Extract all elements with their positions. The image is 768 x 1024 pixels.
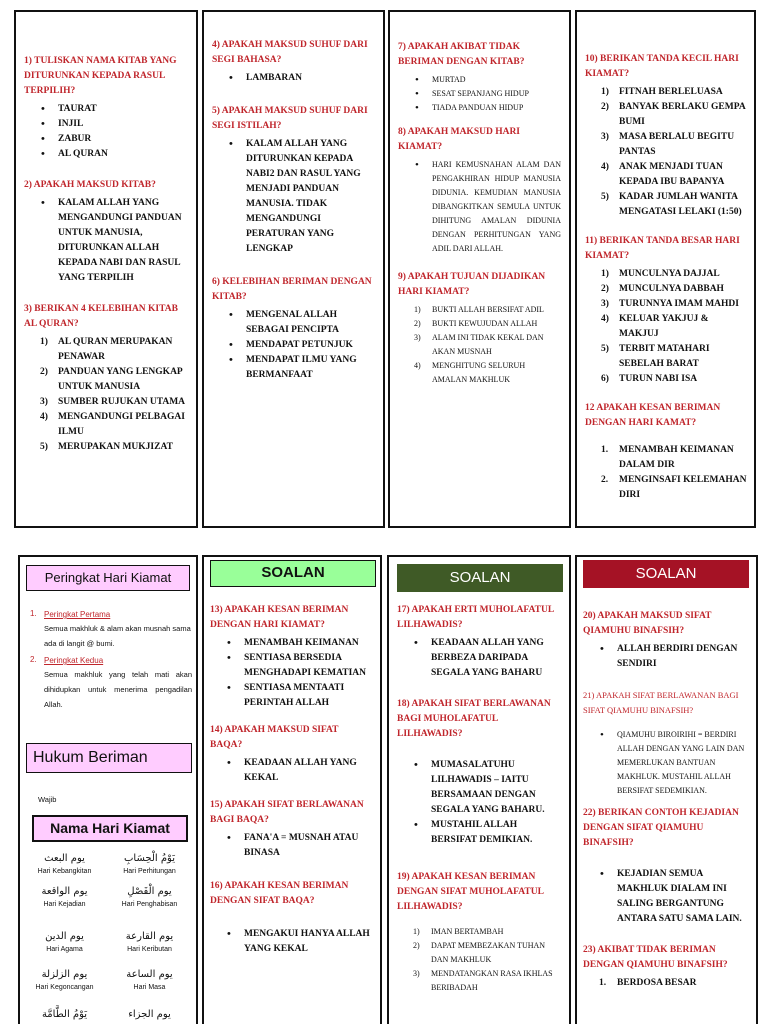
list-item: 1) MUNCULNYA DAJJAL: [601, 269, 720, 279]
question-13: 13) APAKAH KESAN BERIMAN DENGAN HARI KIAMAT?: [210, 605, 349, 630]
stage-item: 1. Peringkat Pertama Semua makhluk & alam akan musnah sama ada di langit @ bumi.: [28, 609, 192, 651]
list-item: • ZABUR: [24, 132, 188, 147]
answer-list-2: [24, 196, 188, 286]
list-item: 2) DAPAT MEMBEZAKAN TUHAN DAN MAKHLUK: [413, 941, 546, 964]
question-1: 1) TULISKAN NAMA KITAB YANG DITURUNKAN KEPADA RASUL TERPILIH?: [24, 56, 177, 96]
list-item: 4) ANAK MENJADI TUAN KEPADA IBU BAPANYA: [601, 162, 725, 187]
answer-list-18: [397, 758, 563, 848]
name-item: يوم الجزاء: [128, 1009, 171, 1020]
answer-list-6: [212, 308, 375, 383]
list-item: • AL QURAN: [24, 147, 188, 162]
list-item: • KEADAAN ALLAH YANG BERBEZA DARIPADA SEGALA YANG BAHARU: [397, 636, 563, 681]
list-item: 4) KELUAR YAKJUJ & MAKJUJ: [601, 314, 709, 339]
list-item: • MENGENAL ALLAH SEBAGAI PENCIPTA: [212, 308, 375, 338]
name-item: يوم الدين Hari Agama: [45, 931, 84, 953]
stage-title: Peringkat Kedua: [44, 656, 104, 665]
panel-kitab-3: [388, 10, 571, 528]
list-item: • MUMASALATUHU LILHAWADIS – IAITU BERSAMAAN DENGAN SEGALA YANG BAHARU.: [397, 758, 563, 818]
name-item: يوم الساعة Hari Masa: [126, 969, 173, 991]
list-item: 2) BUKTI KEWUJUDAN ALLAH: [414, 319, 538, 328]
answer-list-3: [24, 335, 188, 455]
list-item: • SESAT SEPANJANG HIDUP: [398, 87, 561, 101]
answer-list-20: [583, 642, 750, 672]
answer-list-22: [583, 867, 750, 927]
answer-list-7: [398, 73, 561, 115]
question-22: 22) BERIKAN CONTOH KEJADIAN DENGAN SIFAT QIAMUHU BINAFSIH?: [583, 808, 739, 848]
list-item: • MUSTAHIL ALLAH BERSIFAT DEMIKIAN.: [397, 818, 563, 848]
stage-item: 2. Peringkat Kedua Semua makhluk yang telah mati akan dihidupkan untuk menerima pengadilan Allah.: [28, 655, 192, 712]
panel-soalan-qiamuhu: [575, 555, 758, 1024]
name-item: يوم البعث Hari Kebangkitan: [37, 853, 92, 875]
question-8: 8) APAKAH MAKSUD HARI KIAMAT?: [398, 127, 521, 152]
list-item: • MENGAKUI HANYA ALLAH YANG KEKAL: [210, 927, 372, 957]
answer-list-15: [210, 831, 372, 861]
answer-list-14: [210, 756, 372, 786]
question-9: 9) APAKAH TUJUAN DIJADIKAN HARI KIAMAT?: [398, 272, 546, 297]
list-item: 2. MENGINSAFI KELEMAHAN DIRI: [601, 475, 747, 500]
list-item: • MENDAPAT PETUNJUK: [212, 338, 375, 353]
list-item: 2) MUNCULNYA DABBAH: [601, 284, 724, 294]
list-item: • MURTAD: [398, 73, 561, 87]
list-item: • FANA'A = MUSNAH ATAU BINASA: [210, 831, 372, 861]
list-item: • INJIL: [24, 117, 188, 132]
list-item: • TIADA PANDUAN HIDUP: [398, 101, 561, 115]
name-item: يوم الواقعة Hari Kejadian: [41, 886, 88, 908]
question-17: 17) APAKAH ERTI MUHOLAFATUL LILHAWADIS?: [397, 605, 554, 630]
list-item: • LAMBARAN: [212, 71, 375, 86]
name-item: يوم القارعة Hari Keributan: [125, 931, 174, 953]
answer-list-5: [212, 137, 375, 257]
name-item: يَوْمُ الْحِسَابِ Hari Perhitungan: [123, 853, 176, 875]
question-11: 11) BERIKAN TANDA BESAR HARI KIAMAT?: [585, 236, 740, 261]
question-15: 15) APAKAH SIFAT BERLAWANAN BAGI BAQA?: [210, 800, 364, 825]
list-item: • KEADAAN ALLAH YANG KEKAL: [210, 756, 372, 786]
list-item: 5) KADAR JUMLAH WANITA MENGATASI LELAKI (1:50): [601, 192, 742, 217]
answer-list-21: [583, 728, 750, 798]
answer-list-10: [585, 85, 748, 220]
question-3: 3) BERIKAN 4 KELEBIHAN KITAB AL QURAN?: [24, 304, 178, 329]
name-item: يوم الزلزلة Hari Kegoncangan: [35, 969, 94, 991]
list-item: • TAURAT: [24, 102, 188, 117]
stage-text: Semua makhluk yang telah mati akan dihidupkan untuk menerima pengadilan Allah.: [44, 670, 192, 709]
list-item: • KALAM ALLAH YANG DITURUNKAN KEPADA NABI2 DAN RASUL YANG MENJADI PANDUAN MANUSIA. TIDAK MENGANDUNGI PERATURAN YANG LENGKAP: [212, 137, 375, 257]
list-item: 5) MERUPAKAN MUKJIZAT: [40, 442, 173, 452]
panel-kitab-4: [575, 10, 756, 528]
answer-list-1: [24, 102, 188, 162]
panel-soalan-muholafah: [387, 555, 571, 1024]
answer-list-17: [397, 636, 563, 681]
soalan-header-maroon: SOALAN: [583, 560, 749, 588]
question-5: 5) APAKAH MAKSUD SUHUF DARI SEGI ISTILAH?: [212, 106, 368, 131]
section-title-peringkat: Peringkat Hari Kiamat: [26, 565, 190, 591]
question-23: 23) AKIBAT TIDAK BERIMAN DENGAN QIAMUHU BINAFSIH?: [583, 945, 728, 970]
stage-list: [28, 609, 192, 712]
question-12: 12 APAKAH KESAN BERIMAN DENGAN HARI KAMAT?: [585, 403, 721, 428]
answer-list-11: [585, 267, 748, 387]
list-item: 3) ALAM INI TIDAK KEKAL DAN AKAN MUSNAH: [414, 333, 544, 356]
list-item: 1) BUKTI ALLAH BERSIFAT ADIL: [414, 305, 544, 314]
question-6: 6) KELEBIHAN BERIMAN DENGAN KITAB?: [212, 277, 372, 302]
section-title-nama: Nama Hari Kiamat: [32, 815, 188, 842]
list-item: 2) PANDUAN YANG LENGKAP UNTUK MANUSIA: [40, 367, 183, 392]
question-16: 16) APAKAH KESAN BERIMAN DENGAN SIFAT BAQA?: [210, 881, 349, 906]
answer-list-13: [210, 636, 372, 711]
list-item: • HARI KEMUSNAHAN ALAM DAN PENGAKHIRAN HIDUP MANUSIA DIDUNIA. KEMUDIAN MANUSIA DIBANGKITKAN SEMULA UNTUK DIHITUNG AMALAN DIDUNIA DENGAN PERHITUNGAN YANG ADIL DARI ALLAH.: [398, 158, 561, 256]
name-item: يَوْمُ الطَّامَّة: [41, 1009, 88, 1020]
answer-list-8: [398, 158, 561, 256]
question-20: 20) APAKAH MAKSUD SIFAT QIAMUHU BINAFSIH?: [583, 611, 712, 636]
name-item: يوم الْفَصْلِ Hari Penghabisan: [121, 886, 178, 908]
question-7: 7) APAKAH AKIBAT TIDAK BERIMAN DENGAN KITAB?: [398, 42, 525, 67]
list-item: 1. BERDOSA BESAR: [599, 978, 697, 988]
list-item: • QIAMUHU BIROIRIHI = BERDIRI ALLAH DENGAN YANG LAIN DAN MEMERLUKAN BANTUAN MAKHLUK. MUSTAHIL ALLAH BERSIFAT SEDEMIKIAN.: [583, 728, 750, 798]
answer-list-19: [397, 925, 563, 995]
list-item: 3) SUMBER RUJUKAN UTAMA: [40, 397, 186, 407]
list-item: 1) IMAN BERTAMBAH: [413, 927, 504, 936]
panel-kitab-1: [14, 10, 198, 528]
soalan-header-olive: SOALAN: [397, 564, 563, 592]
list-item: 1) AL QURAN MERUPAKAN PENAWAR: [40, 337, 173, 362]
list-item: 1. MENAMBAH KEIMANAN DALAM DIR: [601, 445, 734, 470]
list-item: 3) TURUNNYA IMAM MAHDI: [601, 299, 739, 309]
list-item: 1) FITNAH BERLELUASA: [601, 87, 723, 97]
list-item: 5) TERBIT MATAHARI SEBELAH BARAT: [601, 344, 710, 369]
answer-list-16: [210, 927, 372, 957]
list-item: 6) TURUN NABI ISA: [601, 374, 698, 384]
hukum-value: Wajib: [38, 795, 57, 804]
list-item: • KALAM ALLAH YANG MENGANDUNGI PANDUAN UNTUK MANUSIA, DITURUNKAN ALLAH KEPADA NABI DAN RASUL YANG TERPILIH: [24, 196, 188, 286]
list-item: 2) BANYAK BERLAKU GEMPA BUMI: [601, 102, 746, 127]
list-item: 4) MENGANDUNGI PELBAGAI ILMU: [40, 412, 185, 437]
list-item: • MENAMBAH KEIMANAN: [210, 636, 372, 651]
list-item: • SENTIASA BERSEDIA MENGHADAPI KEMATIAN: [210, 651, 372, 681]
stage-title: Peringkat Pertama: [44, 610, 111, 619]
question-2: 2) APAKAH MAKSUD KITAB?: [24, 180, 156, 190]
answer-list-23: [583, 976, 750, 991]
list-item: 4) MENGHITUNG SELURUH AMALAN MAKHLUK: [414, 361, 526, 384]
section-title-hukum: Hukum Beriman: [26, 743, 192, 773]
question-10: 10) BERIKAN TANDA KECIL HARI KIAMAT?: [585, 54, 739, 79]
question-21: 21) APAKAH SIFAT BERLAWANAN BAGI SIFAT QIAMUHU BINAFSIH?: [583, 690, 739, 715]
list-item: 3) MASA BERLALU BEGITU PANTAS: [601, 132, 735, 157]
stage-text: Semua makhluk & alam akan musnah sama ada di langit @ bumi.: [44, 624, 191, 648]
list-item: • KEJADIAN SEMUA MAKHLUK DIALAM INI SALING BERGANTUNG ANTARA SATU SAMA LAIN.: [583, 867, 750, 927]
question-14: 14) APAKAH MAKSUD SIFAT BAQA?: [210, 725, 339, 750]
answer-list-12: [585, 443, 748, 503]
question-19: 19) APAKAH KESAN BERIMAN DENGAN SIFAT MUHOLAFATUL LILHAWADIS?: [397, 872, 544, 912]
soalan-header-green: SOALAN: [210, 560, 376, 587]
question-4: 4) APAKAH MAKSUD SUHUF DARI SEGI BAHASA?: [212, 40, 368, 65]
list-item: 3) MENDATANGKAN RASA IKHLAS BERIBADAH: [413, 969, 553, 992]
question-18: 18) APAKAH SIFAT BERLAWANAN BAGI MUHOLAFATUL LILHAWADIS?: [397, 699, 551, 739]
list-item: • MENDAPAT ILMU YANG BERMANFAAT: [212, 353, 375, 383]
list-item: • SENTIASA MENTAATI PERINTAH ALLAH: [210, 681, 372, 711]
panel-soalan-baqa: [202, 555, 382, 1024]
answer-list-4: [212, 71, 375, 86]
list-item: • ALLAH BERDIRI DENGAN SENDIRI: [583, 642, 750, 672]
answer-list-9: [398, 303, 561, 387]
panel-kitab-2: [202, 10, 385, 528]
